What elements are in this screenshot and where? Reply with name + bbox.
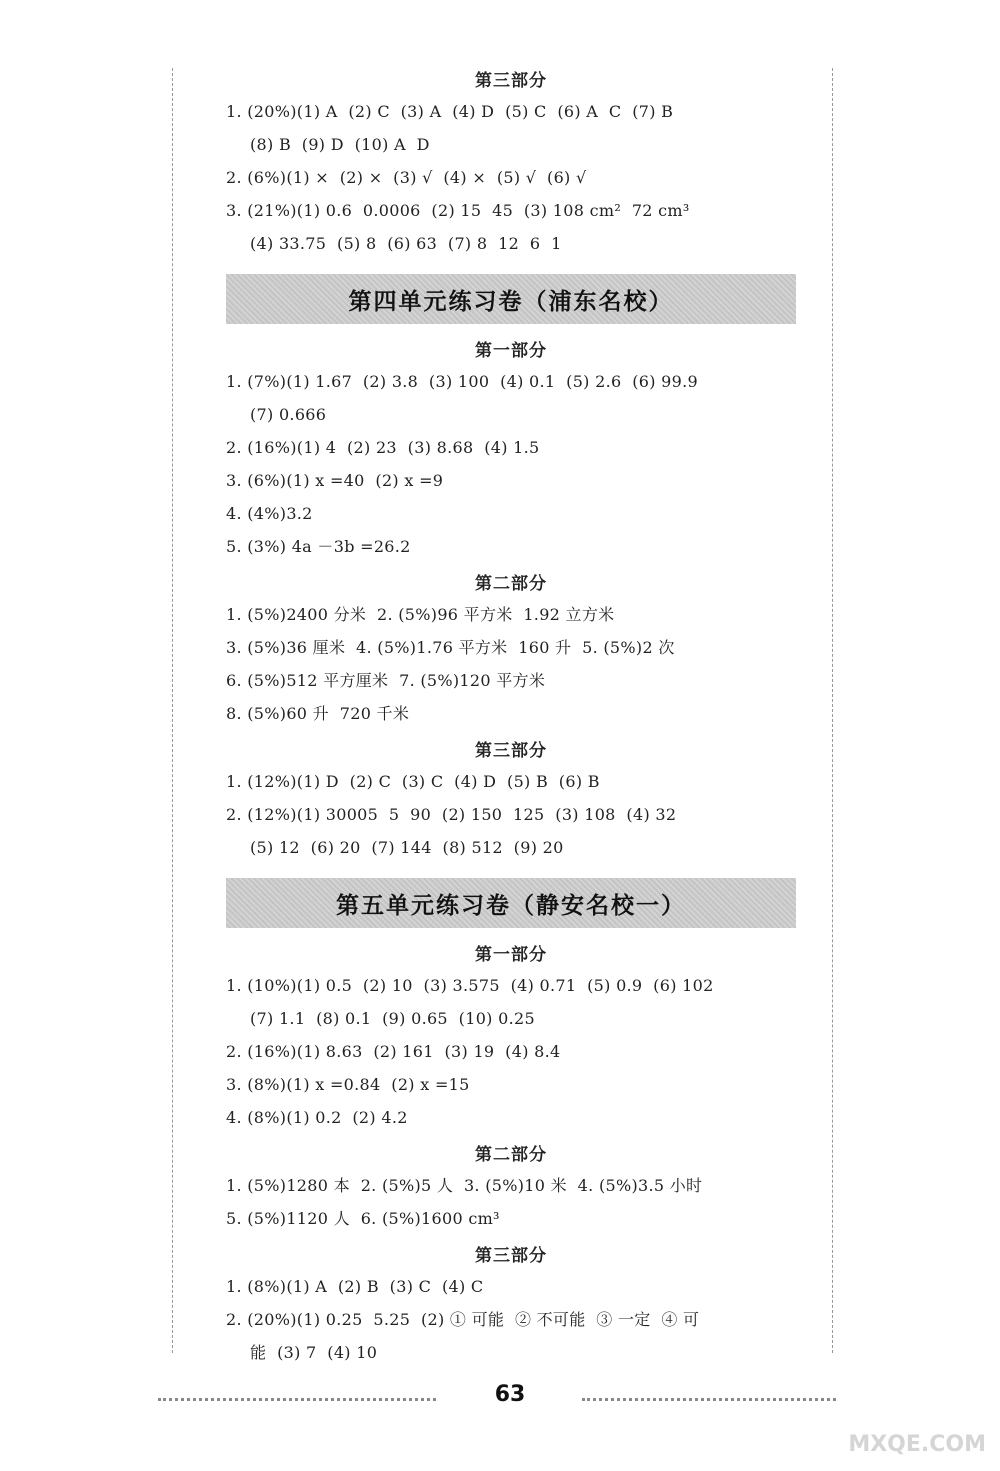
- answer-line: 1. (20%)(1) A (2) C (3) A (4) D (5) C (6) A C (7) B: [226, 102, 674, 121]
- answer-line: 3. (8%)(1) x =0.84 (2) x =15: [226, 1075, 470, 1094]
- answer-line: 2. (12%)(1) 30005 5 90 (2) 150 125 (3) 108 (4) 32: [226, 805, 677, 824]
- answer-line: 2. (20%)(1) 0.25 5.25 (2) ① 可能 ② 不可能 ③ 一定 ④ 可: [226, 1310, 700, 1329]
- part-title: 第一部分: [475, 945, 547, 965]
- unit-banner: 第四单元练习卷（浦东名校）: [226, 274, 796, 324]
- watermark-text: MXQE.COM: [848, 1432, 986, 1457]
- answer-line: (5) 12 (6) 20 (7) 144 (8) 512 (9) 20: [250, 838, 564, 857]
- answer-line: 1. (5%)2400 分米 2. (5%)96 平方米 1.92 立方米: [226, 605, 615, 624]
- answer-line: 8. (5%)60 升 720 千米: [226, 704, 410, 723]
- answer-line: (7) 1.1 (8) 0.1 (9) 0.65 (10) 0.25: [250, 1009, 535, 1028]
- answer-line: 3. (6%)(1) x =40 (2) x =9: [226, 471, 444, 490]
- part-title: 第二部分: [475, 1145, 547, 1165]
- answer-line: 1. (10%)(1) 0.5 (2) 10 (3) 3.575 (4) 0.71 (5) 0.9 (6) 102: [226, 976, 714, 995]
- part-title: 第三部分: [475, 1246, 547, 1266]
- answer-line: 4. (4%)3.2: [226, 504, 313, 523]
- answer-line: 1. (12%)(1) D (2) C (3) C (4) D (5) B (6) B: [226, 772, 600, 791]
- footer-rule-left: [158, 1398, 436, 1401]
- page-number: 63: [494, 1382, 526, 1407]
- answer-line: 2. (16%)(1) 4 (2) 23 (3) 8.68 (4) 1.5: [226, 438, 540, 457]
- part-title: 第三部分: [475, 741, 547, 761]
- answer-line: (7) 0.666: [250, 405, 327, 424]
- answer-line: (4) 33.75 (5) 8 (6) 63 (7) 8 12 6 1: [250, 234, 562, 253]
- answer-line: 2. (6%)(1) × (2) × (3) √ (4) × (5) √ (6) √: [226, 168, 587, 187]
- watermark-logo: [816, 1377, 986, 1457]
- answer-line: 5. (5%)1120 人 6. (5%)1600 cm³: [226, 1209, 500, 1228]
- answer-line: 1. (5%)1280 本 2. (5%)5 人 3. (5%)10 米 4. (5%)3.5 小时: [226, 1176, 703, 1195]
- part-title: 第一部分: [475, 341, 547, 361]
- answer-line: 3. (5%)36 厘米 4. (5%)1.76 平方米 160 升 5. (5%)2 次: [226, 638, 675, 657]
- answer-content: [226, 60, 796, 1369]
- answer-line: 1. (7%)(1) 1.67 (2) 3.8 (3) 100 (4) 0.1 (5) 2.6 (6) 99.9: [226, 372, 699, 391]
- left-margin-rule: [172, 68, 173, 1353]
- answer-line: 4. (8%)(1) 0.2 (2) 4.2: [226, 1108, 408, 1127]
- unit-banner: 第五单元练习卷（静安名校一）: [226, 878, 796, 928]
- part-title: 第三部分: [475, 71, 547, 91]
- footer-rule-right: [582, 1398, 836, 1401]
- answer-line: 1. (8%)(1) A (2) B (3) C (4) C: [226, 1277, 484, 1296]
- answer-line: 5. (3%) 4a －3b =26.2: [226, 537, 411, 556]
- right-margin-rule: [832, 68, 833, 1353]
- answer-line: (8) B (9) D (10) A D: [250, 135, 430, 154]
- answer-line: 3. (21%)(1) 0.6 0.0006 (2) 15 45 (3) 108 cm² 72 cm³: [226, 201, 690, 220]
- answer-line: 能 (3) 7 (4) 10: [250, 1343, 378, 1362]
- answer-line: 2. (16%)(1) 8.63 (2) 161 (3) 19 (4) 8.4: [226, 1042, 561, 1061]
- answer-line: 6. (5%)512 平方厘米 7. (5%)120 平方米: [226, 671, 546, 690]
- part-title: 第二部分: [475, 574, 547, 594]
